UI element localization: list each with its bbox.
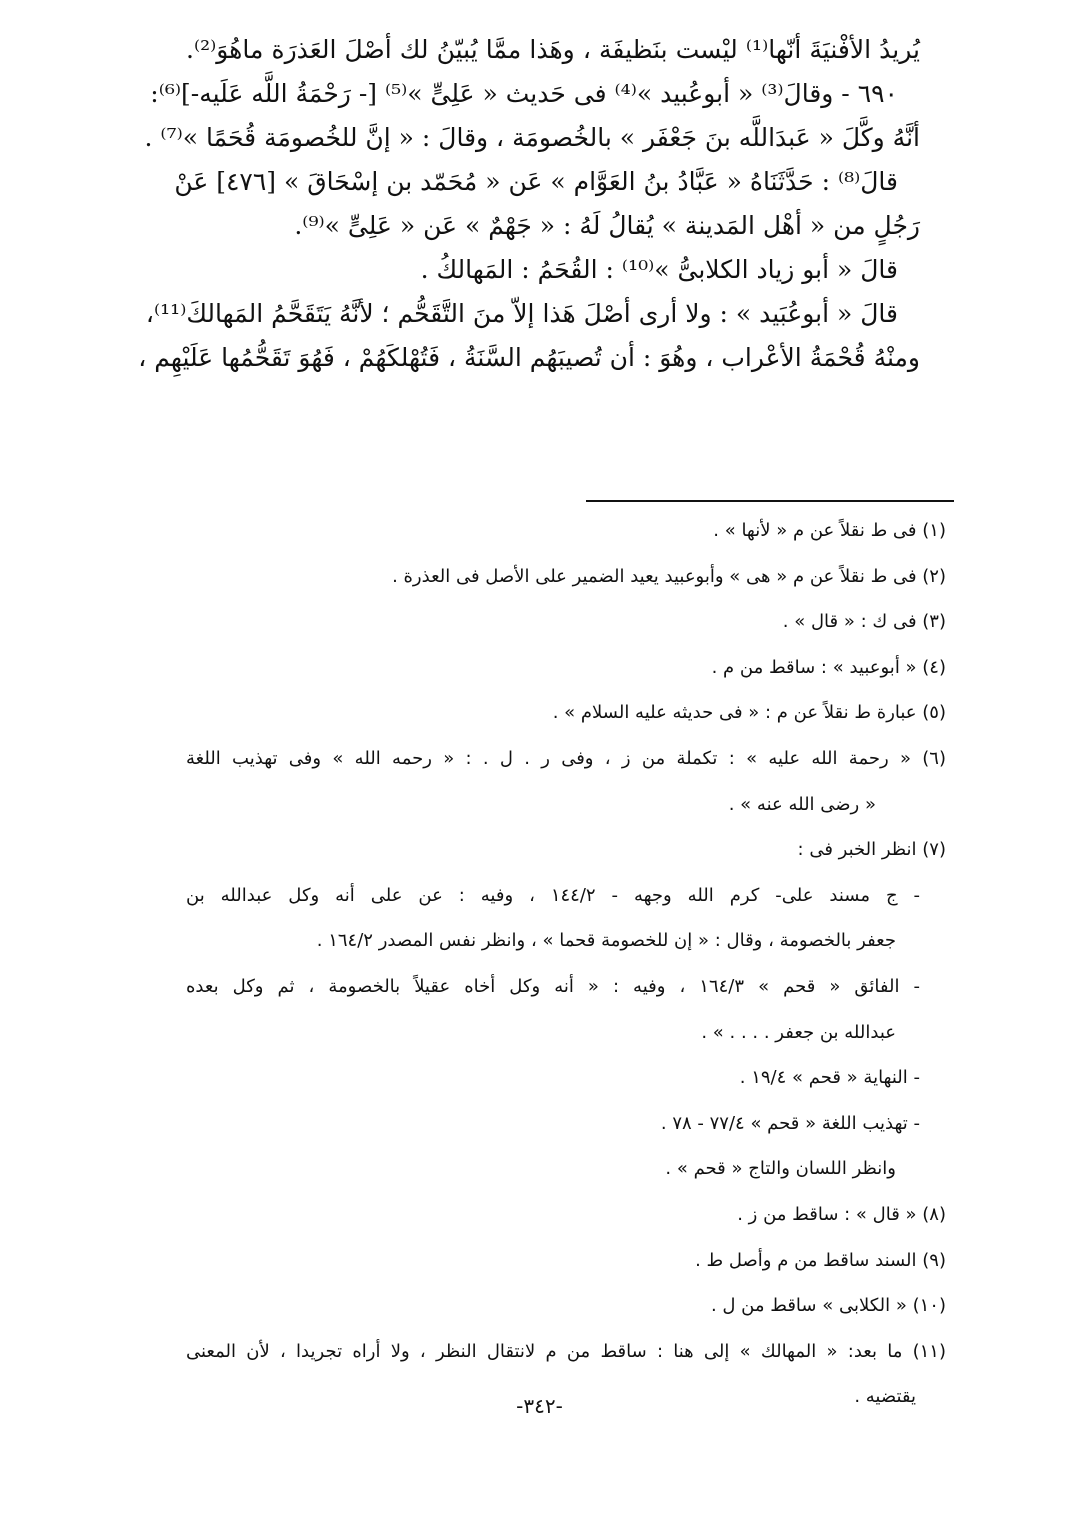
footnote-line: (٨) « قال » : ساقط من ز . bbox=[737, 1203, 946, 1225]
footnote-line: (٥) عبارة ط نقلاً عن م : « فى حديثه عليه السلام » . bbox=[552, 702, 946, 724]
footnote-line: (١١) ما بعد: « المهالك » إلى هنا : ساقط من م لانتقال النظر ، ولا أراه تجريدا ، لأن المعنى bbox=[186, 1340, 946, 1362]
main-line: ومنْهُ قُحْمَةُ الأعْراب ، وهُوَ : أن تُصيبَهُم السَّنَةُ ، فَتُهْلكَهُمْ ، فَهُوَ تَقَحُّمُها عَلَيْهِم ، bbox=[138, 343, 920, 372]
footnote-separator bbox=[586, 500, 954, 502]
footnote-line: جعفر بالخصومة ، وقال : « إن للخصومة قحما » ، وانظر نفس المصدر ١٦٤/٢ . bbox=[316, 930, 896, 952]
footnote-line: - ج مسند على- كرم الله وجهه - ١٤٤/٢ ، وفيه : عن على أنه وكل عبدالله بن bbox=[186, 884, 921, 906]
main-line: يُريدُ الأفْنيَةَ أنّها⁽¹⁾ ليْست بنَظيفَة ، وهَذا ممَّا يُبيّنُ لك أصْلَ العَذرَة ماهُوَ⁽²⁾. bbox=[186, 35, 920, 64]
footnote-line: - النهاية « قحم » ١٩/٤ . bbox=[739, 1067, 920, 1089]
footnote-line: - تهذيب اللغة « قحم » ٧٧/٤ - ٧٨ . bbox=[660, 1112, 920, 1134]
footnote-line: عبدالله بن جعفر . . . . » . bbox=[701, 1021, 896, 1043]
main-line: قالَ⁽⁸⁾ : حَدَّثَنَاهُ « عَبَّادُ بنُ العَوَّام » عَن « مُحَمّد بن إسْحَاقَ » [٤٧٦] عَنْ bbox=[174, 167, 898, 196]
footnote-line: (٤) « أبوعبيد » : ساقط من م . bbox=[711, 656, 946, 678]
footnotes-block bbox=[186, 508, 946, 1420]
footnote-line: (٣) فى ك : « قال » . bbox=[782, 611, 946, 633]
footnote-line: (٦) « رحمة الله عليه » : تكملة من ز ، وفى ر . ل . : « رحمه الله » وفى تهذيب اللغة bbox=[186, 747, 946, 769]
main-line: ٦٩٠ - وقالَ⁽³⁾ « أبوعُبيد »⁽⁴⁾ فى حَديث « عَلِىٍّ »⁽⁵⁾ [- رَحْمَةُ اللَّه عَلَيه-]⁽⁶⁾: bbox=[150, 79, 898, 108]
footnote-line: (١) فى ط نقلاً عن م « لأنها » . bbox=[713, 520, 946, 541]
main-line: أنَّهُ وكَّلَ « عَبدَاللَّه بنَ جَعْفَر » بالخُصومَة ، وقالَ : « إنَّ للخُصومَة قُحَمًا »⁽⁷⁾ . bbox=[144, 123, 920, 152]
footnote-line: (٩) السند ساقط من م وأصل ط . bbox=[695, 1249, 946, 1271]
footnote-line: يقتضيه . bbox=[854, 1386, 916, 1408]
main-line: قالَ « أبوعُبَيد » : ولا أرى أصْلَ هَذا إلاّ منَ التَّقَحُّم ؛ لأنَّهُ يَتَقَحَّمُ المَهالكَ⁽¹¹⁾، bbox=[145, 299, 898, 328]
main-text-block bbox=[138, 28, 920, 380]
footnote-line: (٧) انظر الخبر فى : bbox=[797, 839, 946, 861]
footnote-line: (٢) فى ط نقلاً عن م « هى » وأبوعبيد يعيد الضمير على الأصل فى العذرة . bbox=[392, 565, 946, 587]
page-number: -٣٤٢- bbox=[516, 1394, 563, 1418]
footnote-line: (١٠) « الكلابى » ساقط من ل . bbox=[710, 1295, 946, 1317]
main-line: رَجُلٍ من « أهْل المَدينة » يُقالُ لَهُ : « جَهْمٌ » عَن « عَلِىٍّ »⁽⁹⁾. bbox=[294, 211, 920, 240]
footnote-line: - الفائق « قحم » ١٦٤/٣ ، وفيه : « أنه وكل أخاه عقيلاً بالخصومة ، ثم وكل بعده bbox=[186, 975, 920, 997]
footnote-line: وانظر اللسان والتاج « قحم » . bbox=[665, 1158, 896, 1180]
main-line: قالَ « أبو زياد الكلابىُّ »⁽¹⁰⁾ : القُحَمُ : المَهالكُ . bbox=[420, 255, 898, 284]
footnote-line: « رضى الله عنه » . bbox=[728, 793, 876, 815]
